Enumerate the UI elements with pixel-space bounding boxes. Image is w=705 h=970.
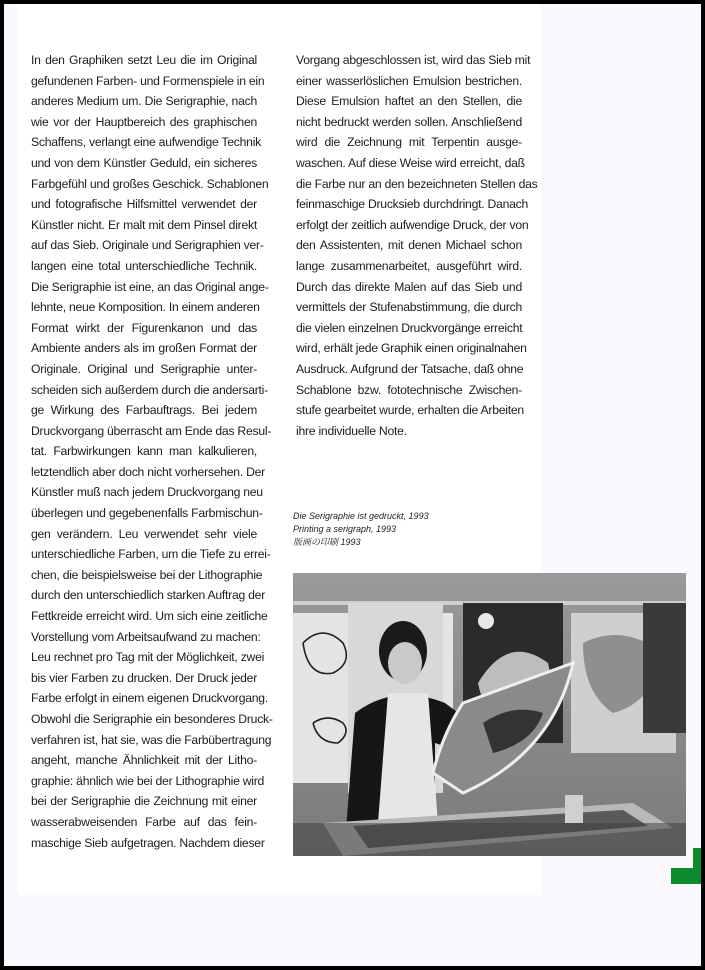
- text-line: langen eine total unterschiedliche Technik.: [31, 258, 257, 273]
- text-line: Fettkreide erreicht wird. Um sich eine zeitliche: [31, 609, 268, 624]
- text-line: ge Wirkung des Farbauftrags. Bei jedem: [31, 403, 257, 418]
- text-line: Vorstellung vom Arbeitsaufwand zu machen:: [31, 629, 261, 644]
- left-text-column: [31, 50, 273, 853]
- text-line: Ambiente anders als im großen Format der: [31, 341, 257, 356]
- text-line: Schablone bzw. fototechnische Zwischen-: [296, 382, 522, 397]
- text-line: wasserabweisenden Farbe auf das fein-: [31, 814, 257, 829]
- caption-japanese: 版画の印刷 1993: [293, 537, 361, 547]
- text-line: ihre individuelle Note.: [296, 423, 407, 438]
- text-line: Ausdruck. Aufgrund der Tatsache, daß ohne: [296, 361, 524, 376]
- text-line: einer wasserlöslichen Emulsion bestrichen.: [296, 73, 522, 88]
- text-line: In den Graphiken setzt Leu die im Original: [31, 53, 257, 67]
- text-line: Originale. Original und Serigraphie unter-: [31, 361, 257, 376]
- text-line: vermittels der Stufenabstimmung, die durch: [296, 300, 522, 315]
- caption-english: Printing a serigraph, 1993: [293, 524, 397, 534]
- text-line: tat. Farbwirkungen kann man kalkulieren,: [31, 444, 257, 459]
- text-line: maschige Sieb aufgetragen. Nachdem dieser: [31, 835, 265, 850]
- text-line: Schaffens, verlangt eine aufwendige Technik: [31, 135, 262, 150]
- text-line: den Assistenten, mit denen Michael schon: [296, 238, 522, 253]
- text-line: und fotografische Hilfsmittel verwendet der: [31, 197, 257, 212]
- text-line: Obwohl die Serigraphie ein besonderes Druck-: [31, 712, 273, 726]
- text-line: gen verändern. Leu verwendet sehr viele: [31, 526, 257, 541]
- right-text-column: [296, 50, 538, 441]
- text-line: Vorgang abgeschlossen ist, wird das Sieb mit: [296, 53, 531, 67]
- text-line: lange zusammenarbeitet, ausgeführt wird.: [296, 258, 522, 273]
- text-line: lehnte, neue Komposition. In einem anderen: [31, 300, 260, 315]
- text-line: wird die Zeichnung mit Terpentin ausge-: [296, 135, 522, 150]
- text-line: anderes Medium um. Die Serigraphie, nach: [31, 94, 257, 109]
- text-line: die vielen einzelnen Druckvorgänge erreicht: [296, 320, 523, 335]
- text-line: wird, erhält jede Graphik einen originalnahen: [296, 341, 527, 356]
- text-line: Farbgefühl und großes Geschick. Schablonen: [31, 176, 269, 191]
- text-line: Format wirkt der Figurenkanon und das: [31, 320, 257, 335]
- text-line: chen, die beispielsweise bei der Lithographie: [31, 567, 263, 582]
- text-line: Die Serigraphie ist eine, an das Original ange-: [31, 279, 269, 294]
- text-line: Diese Emulsion haftet an den Stellen, die: [296, 94, 522, 109]
- text-line: die Farbe nur an den bezeichneten Stellen das: [296, 176, 538, 191]
- text-line: angeht, manche Ähnlichkeit mit der Litho-: [31, 753, 257, 768]
- caption-german: Die Serigraphie ist gedruckt, 1993: [293, 511, 429, 521]
- text-line: bis vier Farben zu drucken. Der Druck jeder: [31, 670, 257, 685]
- text-line: nicht bedruckt werden sollen. Anschließend: [296, 114, 522, 129]
- text-line: unterschiedliche Farben, um die Tiefe zu errei-: [31, 547, 271, 562]
- text-line: graphie: ähnlich wie bei der Lithographie wird: [31, 773, 265, 788]
- text-line: stufe gearbeitet wurde, erhalten die Arbeiten: [296, 403, 524, 418]
- artist-printing-photo: [293, 573, 686, 856]
- text-line: erfolgt der zeitlich aufwendige Druck, der von: [296, 217, 529, 232]
- text-line: und von dem Künstler Geduld, ein sicheres: [31, 155, 257, 170]
- text-line: waschen. Auf diese Weise wird erreicht, daß: [296, 155, 525, 170]
- text-line: Künstler nicht. Er malt mit dem Pinsel direkt: [31, 217, 257, 232]
- text-line: feinmaschige Drucksieb durchdringt. Danach: [296, 197, 529, 212]
- photo-caption: [293, 510, 429, 549]
- text-line: durch den unterschiedlich starken Auftrag der: [31, 588, 265, 603]
- text-line: bei der Serigraphie die Zeichnung mit einer: [31, 794, 257, 809]
- text-line: Leu rechnet pro Tag mit der Möglichkeit, zwei: [31, 650, 265, 665]
- text-line: wie vor der Hauptbereich des graphischen: [31, 114, 257, 129]
- text-line: überlegen und gegebenenfalls Farbmischun-: [31, 506, 263, 521]
- text-line: verfahren ist, hat sie, was die Farbübertragung: [31, 732, 272, 747]
- text-line: Farbe erfolgt in einem eigenen Druckvorgang.: [31, 691, 268, 706]
- text-line: Druckvorgang überrascht am Ende das Resul-: [31, 423, 272, 438]
- text-line: auf das Sieb. Originale und Serigraphien ver-: [31, 238, 264, 253]
- page-corner-marker-horizontal: [671, 868, 701, 884]
- text-line: letztendlich aber doch nicht vorhersehen. Der: [31, 464, 265, 479]
- text-line: Durch das direkte Malen auf das Sieb und: [296, 279, 522, 294]
- photo-illustration: [293, 573, 686, 856]
- text-line: gefundenen Farben- und Formenspiele in ein: [31, 73, 265, 88]
- text-line: scheiden sich außerdem durch die andersarti-: [31, 382, 268, 397]
- text-line: Künstler muß nach jedem Druckvorgang neu: [31, 485, 263, 500]
